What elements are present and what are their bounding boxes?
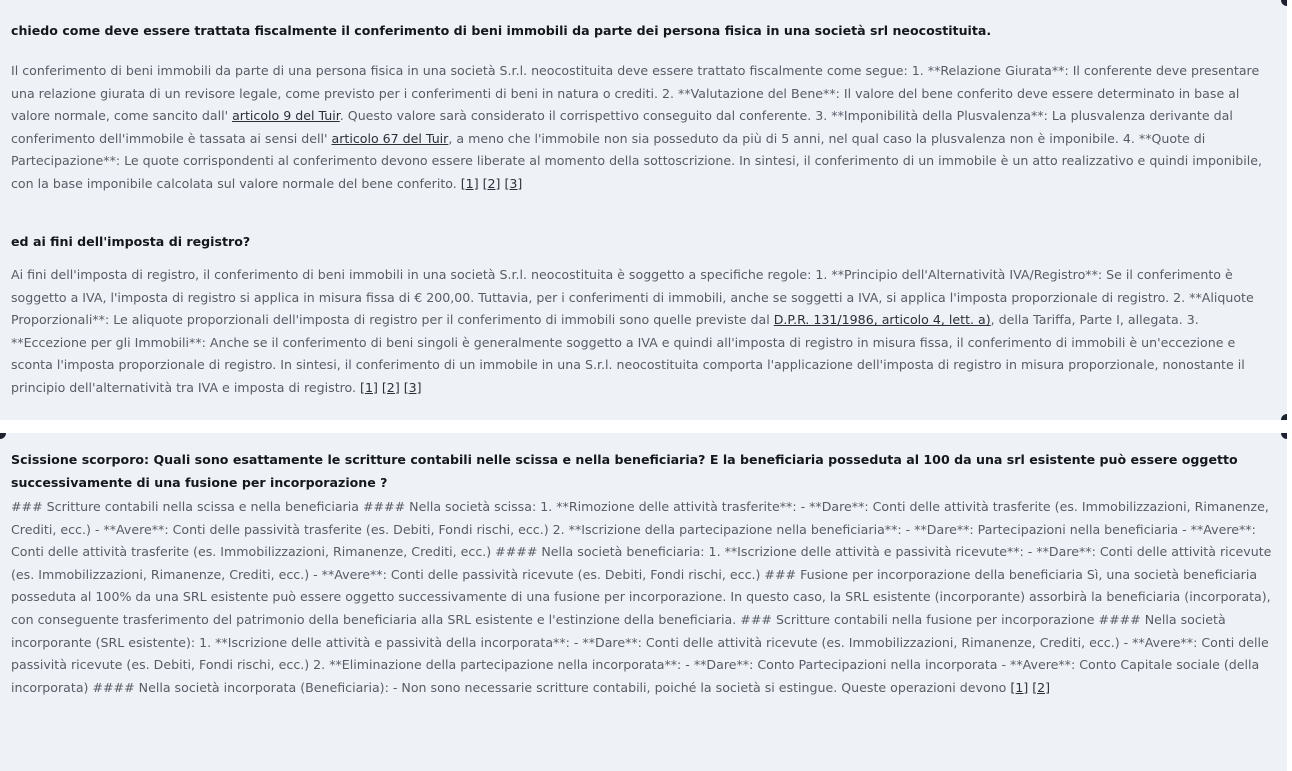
answer-segment: , della Tariffa, Parte I, allegata. 3. **Eccezione per gli Immobili**: Anche se il conferimento di beni singoli è generalmente soggetto a IVA e quindi all'imposta di registro in misura fissa, il conferimento di immobili è un'eccezione e sconta l'imposta proporzionale di registro. In sintesi, il conferimento di un immobile in una S.r.l. neocostituita comporta l'applicazione dell'imposta di registro in misura proporzionale, nonostante il principio dell'alternatività tra IVA e imposta di registro. — [11, 312, 1245, 395]
answer-text — [11, 60, 1283, 196]
answer-text — [11, 264, 1283, 400]
conversation-card-2 — [0, 433, 1287, 771]
law-link-articolo-9-tuir[interactable]: articolo 9 del Tuir — [232, 108, 340, 124]
law-link-dpr-131-1986[interactable]: D.P.R. 131/1986, articolo 4, lett. a) — [773, 312, 991, 328]
reference-link-1[interactable]: [1] — [1010, 679, 1029, 695]
answer-segment: ### Scritture contabili nella scissa e nella beneficiaria #### Nella società scissa: 1. **Rimozione delle attività trasferite**: - **Dare**: Conti delle attività trasferite (es. Immobilizzazioni, Rimanenze, Crediti, ecc.) - **Avere**: Conti delle passività trasferite (es. Debiti, Fondi rischi, ecc.) 2. **Iscrizione della partecipazione nella beneficiaria**: - **Dare**: Partecipazioni nella beneficiaria - **Avere**: Conti delle attività trasferite (es. Immobilizzazioni, Rimanenze, Crediti, ecc.) #### Nella società beneficiaria: 1. **Iscrizione delle attività e passività ricevute**: - **Dare**: Conti delle attività ricevute (es. Immobilizzazioni, Rimanenze, Crediti, ecc.) - **Avere**: Conti delle passività ricevute (es. Debiti, Fondi rischi, ecc.) ### Fusione per incorporazione della beneficiaria Sì, una società beneficiaria posseduta al 100% da una SRL esistente può essere oggetto successivamente di una fusione per incorporazione. In questo caso, la SRL esistente (incorporante) assorbirà la beneficiaria (incorporata), con conseguente trasferimento del patrimonio della beneficiaria alla SRL esistente e l'estinzione della beneficiaria. ### Scritture contabili nella fusione per incorporazione #### Nella società incorporante (SRL esistente): 1. **Iscrizione delle attività e passività della incorporata**: - **Dare**: Conti delle attività ricevute (es. Immobilizzazioni, Rimanenze, Crediti, ecc.) - **Avere**: Conti delle passività ricevute (es. Debiti, Fondi rischi, ecc.) 2. **Eliminazione della partecipazione nella incorporata**: - **Dare**: Conto Partecipazioni nella incorporata - **Avere**: Conto Capitale sociale (della incorporata) #### Nella società incorporata (Beneficiaria): - Non sono necessarie scritture contabili, poiché la società si estingue. Queste operazioni devono — [11, 499, 1272, 695]
reference-link-1[interactable]: [1] — [360, 379, 378, 395]
corner-marker — [1281, 433, 1287, 439]
answer-text — [11, 496, 1283, 699]
question-text: Scissione scorporo: Quali sono esattamente le scritture contabili nelle scissa e nella beneficiaria? E la beneficiaria posseduta al 100 da una srl esistente può essere oggetto successivamente di una fusione per incorporazione ? — [11, 452, 1238, 490]
reference-link-2[interactable]: [2] — [482, 175, 501, 191]
answer-segment: Ai fini dell'imposta di registro, il conferimento di beni immobili in una società S.r.l. neocostituita è soggetto a specifiche regole: 1. **Principio dell'Alternatività IVA/Registro**: Se il conferimento è soggetto a IVA, l'imposta di registro si applica in misura fissa di € 200,00. Tuttavia, per i conferimenti di immobili, anche se soggetti a IVA, si applica l'imposta proporzionale di registro. 2. **Aliquote Proporzionali**: Le aliquote proporzionali dell'imposta di registro per il conferimento di immobili sono quelle previste dal — [11, 267, 1254, 328]
corner-marker — [1281, 414, 1287, 420]
question-text: ed ai fini dell'imposta di registro? — [11, 234, 251, 249]
reference-link-1[interactable]: [1] — [460, 175, 479, 191]
corner-marker — [0, 433, 6, 439]
reference-link-3[interactable]: [3] — [504, 175, 523, 191]
answer-segment: Il conferimento di beni immobili da parte di una persona fisica in una società S.r.l. neocostituita deve essere trattato fiscalmente come segue: 1. **Relazione Giurata**: Il conferente deve presentare una relazione giurata di un revisore legale, come previsto per i conferimenti di beni in natura o crediti. 2. **Valutazione del Bene**: Il valore del bene conferito deve essere determinato in base al valore normale, come sancito dall' — [11, 63, 1260, 124]
corner-marker — [1281, 0, 1287, 6]
reference-link-3[interactable]: [3] — [403, 379, 422, 395]
answer-segment: . Questo valore sarà considerato il corrispettivo conseguito dal conferente. 3. **Imponibilità della Plusvalenza**: La plusvalenza derivante dal conferimento dell'immobile è tassata ai sensi dell' — [11, 108, 1233, 146]
reference-link-2[interactable]: [2] — [381, 379, 400, 395]
law-link-articolo-67-tuir[interactable]: articolo 67 del Tuir — [331, 130, 449, 146]
answer-segment: , a meno che l'immobile non sia posseduto da più di 5 anni, nel qual caso la plusvalenza non è imponibile. 4. **Quote di Partecipazione**: Le quote corrispondenti al conferimento devono essere liberate al momento della sottoscrizione. In sintesi, il conferimento di un immobile è un atto realizzativo e quindi imponibile, con la base imponibile calcolata sul valore normale del bene conferito. — [11, 130, 1262, 191]
question-text: chiedo come deve essere trattata fiscalmente il conferimento di beni immobili da parte dei persona fisica in una società srl neocostituita. — [11, 23, 992, 38]
reference-link-2[interactable]: [2] — [1032, 679, 1051, 695]
